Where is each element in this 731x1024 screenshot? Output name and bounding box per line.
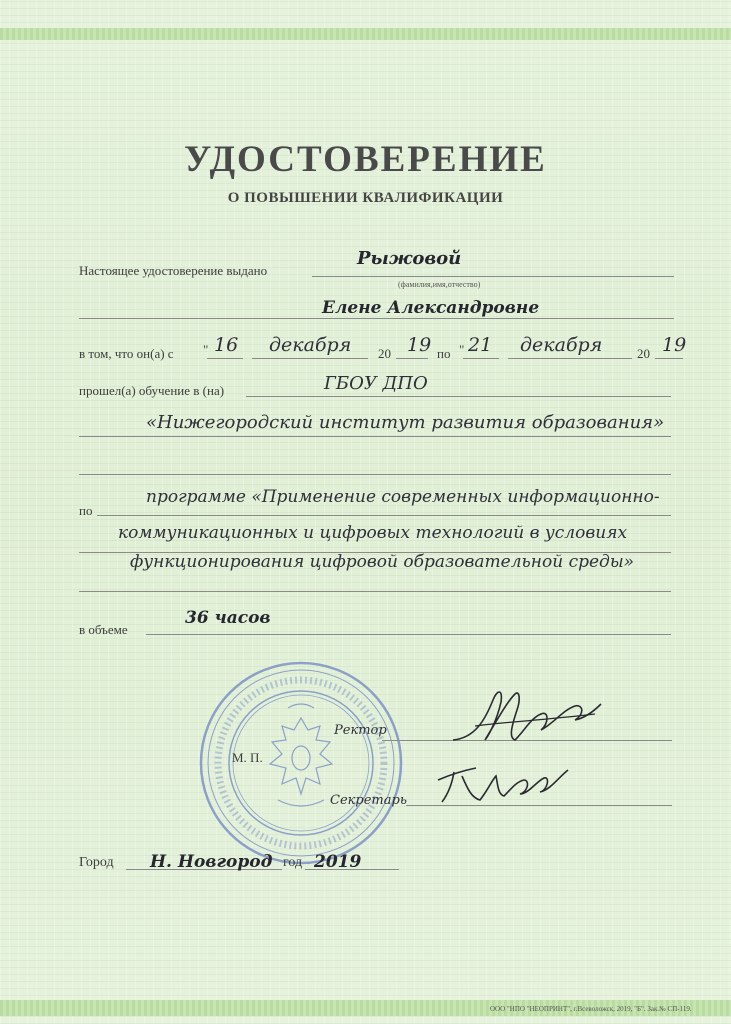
from-year: 19 [407,334,432,356]
document-title: УДОСТОВЕРЕНИЕ [184,139,547,180]
city-label: Город [79,855,114,870]
to-year: 19 [662,334,687,356]
from-year-line [396,358,428,359]
to-month: декабря [520,334,603,356]
program-label: по [79,503,93,518]
volume-label: в объеме [79,622,128,637]
to-day: 21 [468,334,493,356]
to-year-prefix: 20 [637,346,650,361]
to-label: по [437,346,451,361]
from-month: декабря [269,334,352,356]
volume-line [146,634,671,635]
secretary-label: Секретарь [330,793,407,808]
decorative-top-band [0,28,731,40]
volume-value: 36 часов [185,608,271,628]
program-text-2: коммуникационных и цифровых технологий в условиях [118,523,628,543]
surname-value: Рыжовой [357,248,462,269]
first-name-value: Елене Александровне [322,298,540,318]
from-year-prefix: 20 [378,346,391,361]
quote-open-from: " [203,342,209,357]
program-text-1: программе «Применение современных информационно- [146,487,660,507]
surname-line [312,276,674,277]
institution-short-line [246,396,671,397]
institution-full: «Нижегородский институт развития образования» [146,412,665,433]
period-prefix: в том, что он(а) с [79,346,174,361]
year-value: 2019 [314,852,362,872]
empty-line [79,474,671,475]
mp-label: М. П. [232,750,263,765]
year-label: год [283,855,303,870]
to-month-line [508,358,632,359]
from-month-line [252,358,368,359]
to-day-line [463,358,499,359]
first-name-line [79,318,674,319]
rector-label: Ректор [334,723,387,738]
secretary-signature-icon [432,760,572,810]
official-seal-icon [198,660,404,866]
trained-label: прошел(а) обучение в (на) [79,383,225,398]
program-text-3: функционирования цифровой образовательной среды» [130,552,635,572]
rector-signature-icon [445,680,605,750]
name-hint: (фамилия,имя,отчество) [398,280,481,289]
quote-open-to: " [459,342,465,357]
issued-label: Настоящее удостоверение выдано [79,263,268,278]
institution-short: ГБОУ ДПО [324,373,428,394]
printer-footer: ООО "НПО "НЕОПРИНТ", г.Всеволожск, 2019, "Б". Зак.№ СП-119. [490,1005,692,1013]
from-day: 16 [214,334,239,356]
program-line-3 [79,591,671,592]
from-day-line [207,358,243,359]
city-value: Н. Новгород [150,852,273,872]
document-subtitle: О ПОВЫШЕНИИ КВАЛИФИКАЦИИ [227,190,504,206]
program-line-1 [97,515,671,516]
institution-full-line [79,436,671,437]
to-year-line [655,358,683,359]
